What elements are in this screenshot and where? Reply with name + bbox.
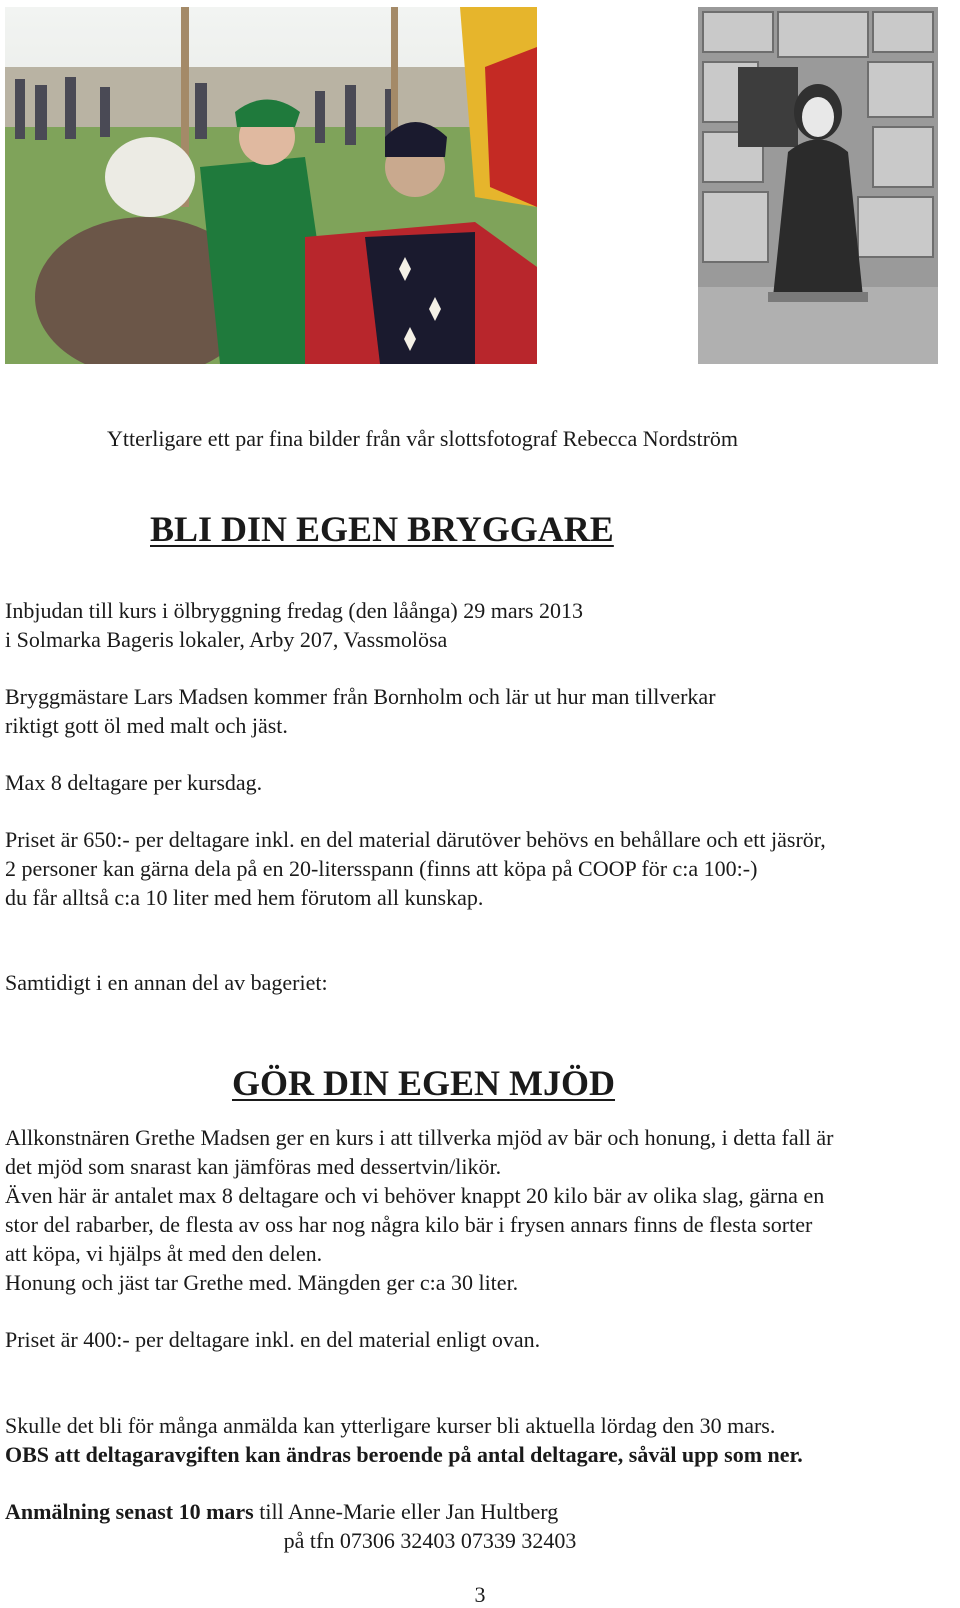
photo-child-on-stone-wall-image: [698, 7, 938, 364]
brewing-invite-line-1: Inbjudan till kurs i ölbryggning fredag (den låånga) 29 mars 2013: [5, 598, 583, 623]
registration-contacts: till Anne-Marie eller Jan Hultberg: [253, 1499, 559, 1524]
mead-intro: Samtidigt i en annan del av bageriet:: [5, 970, 328, 995]
mead-price: Priset är 400:- per deltagare inkl. en del material enligt ovan.: [5, 1327, 541, 1352]
mead-line-6: Honung och jäst tar Grethe med. Mängden ger c:a 30 liter.: [5, 1270, 519, 1295]
brewing-master-line-1: Bryggmästare Lars Madsen kommer från Bornholm och lär ut hur man tillverkar: [5, 684, 716, 709]
extra-courses-note: Skulle det bli för många anmälda kan ytterligare kurser bli aktuella lördag den 30 mars.: [5, 1413, 776, 1438]
mead-line-3: Även här är antalet max 8 deltagare och vi behöver knappt 20 kilo bär av olika slag, gärna en: [5, 1183, 825, 1208]
mead-line-1: Allkonstnären Grethe Madsen ger en kurs i att tillverka mjöd av bär och honung, i detta fall är: [5, 1125, 834, 1150]
mead-line-4: stor del rabarber, de flesta av oss har nog några kilo bär i frysen annars finns de flesta sorter: [5, 1212, 813, 1237]
heading-mead-course: GÖR DIN EGEN MJÖD: [232, 1063, 616, 1103]
photo-caption: Ytterligare ett par fina bilder från vår slottsfotograf Rebecca Nordström: [107, 426, 739, 451]
brewing-master-line-2: riktigt gott öl med malt och jäst.: [5, 713, 288, 738]
registration-deadline: Anmälning senast 10 mars: [5, 1499, 254, 1524]
registration-phone: på tfn 07306 32403 07339 32403: [283, 1528, 577, 1553]
photo-child-on-stone-wall: [698, 7, 938, 364]
brewing-price-line-1: Priset är 650:- per deltagare inkl. en del material därutöver behövs en behållare och ett jäsrör,: [5, 827, 826, 852]
mead-line-2: det mjöd som snarast kan jämföras med dessertvin/likör.: [5, 1154, 502, 1179]
obs-fee-note: OBS att deltagaravgiften kan ändras beroende på antal deltagare, såväl upp som ner.: [5, 1442, 803, 1467]
photo-medieval-market-image: [5, 7, 537, 364]
brewing-price-line-2: 2 personer kan gärna dela på en 20-litersspann (finns att köpa på COOP för c:a 100:-): [5, 856, 758, 881]
brewing-invite-line-2: i Solmarka Bageris lokaler, Arby 207, Vassmolösa: [5, 627, 448, 652]
brewing-max-participants: Max 8 deltagare per kursdag.: [5, 770, 263, 795]
photo-medieval-market: [5, 7, 537, 364]
registration-line: [5, 1497, 558, 1526]
page-number: 3: [474, 1582, 486, 1607]
heading-brewing-course: BLI DIN EGEN BRYGGARE: [150, 509, 614, 549]
mead-line-5: att köpa, vi hjälps åt med den delen.: [5, 1241, 323, 1266]
brewing-price-line-3: du får alltså c:a 10 liter med hem förutom all kunskap.: [5, 885, 484, 910]
